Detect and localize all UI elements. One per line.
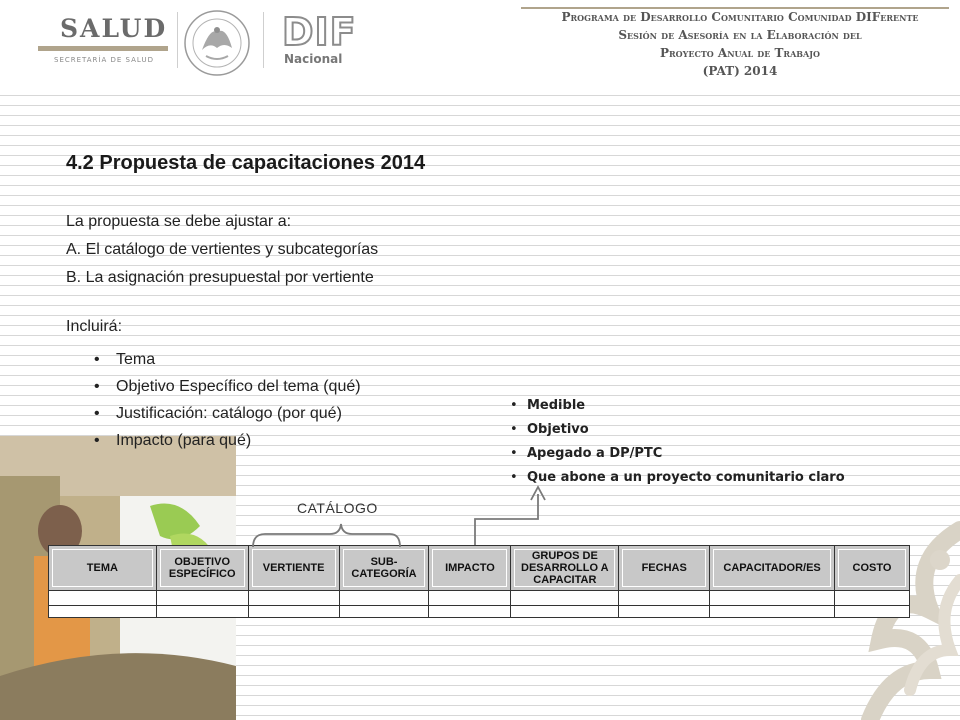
pat-table-grid	[48, 545, 910, 618]
program-title-line: Proyecto Anual de Trabajo	[660, 46, 820, 60]
list-item: • Medible	[510, 394, 845, 418]
column-header: CAPACITADOR/ES	[710, 546, 835, 591]
program-title-line: (PAT) 2014	[702, 64, 778, 78]
catalog-label: CATÁLOGO	[297, 500, 378, 516]
table-cell	[511, 591, 619, 606]
list-item: • Que abone a un proyecto comunitario claro	[510, 466, 845, 490]
table-cell	[835, 591, 910, 606]
table-cell	[429, 606, 511, 618]
table-cell	[49, 591, 157, 606]
table-cell	[835, 606, 910, 618]
mexican-seal-icon	[180, 8, 254, 78]
table-row	[49, 591, 910, 606]
column-header: COSTO	[835, 546, 910, 591]
logo-divider	[177, 12, 178, 68]
column-header: FECHAS	[619, 546, 710, 591]
table-cell	[619, 591, 710, 606]
table-cell	[710, 591, 835, 606]
dif-logo	[278, 10, 357, 70]
salud-logo	[38, 12, 168, 74]
pat-table	[48, 545, 910, 607]
impact-criteria-list	[510, 394, 845, 490]
logo-divider	[263, 12, 264, 68]
table-cell	[619, 606, 710, 618]
header-banner	[0, 0, 960, 84]
table-cell	[49, 606, 157, 618]
column-header: TEMA	[49, 546, 157, 591]
table-cell	[339, 591, 429, 606]
table-cell	[248, 606, 339, 618]
salud-logo-bar	[38, 46, 168, 51]
includes-label: Incluirá:	[66, 318, 123, 335]
list-item: • Justificación: catálogo (por qué)	[94, 400, 361, 427]
program-title-line: Sesión de Asesoría en la Elaboración del	[618, 28, 862, 42]
list-item: • Objetivo	[510, 418, 845, 442]
table-cell	[156, 591, 248, 606]
program-title-line: Programa de Desarrollo Comunitario Comunidad DIFerente	[561, 10, 919, 24]
table-cell	[156, 606, 248, 618]
column-header: SUB-CATEGORÍA	[339, 546, 429, 591]
salud-logo-subtitle: SECRETARÍA DE SALUD	[54, 56, 154, 64]
column-header: VERTIENTE	[248, 546, 339, 591]
salud-logo-text: SALUD	[60, 14, 168, 43]
dif-logo-subtitle: Nacional	[284, 52, 343, 66]
slide-heading: 4.2 Propuesta de capacitaciones 2014	[66, 152, 426, 174]
column-header: IMPACTO	[429, 546, 511, 591]
table-cell	[710, 606, 835, 618]
list-item: • Apegado a DP/PTC	[510, 442, 845, 466]
table-cell	[339, 606, 429, 618]
table-cell	[511, 606, 619, 618]
column-header: OBJETIVO ESPECÍFICO	[156, 546, 248, 591]
intro-line: B. La asignación presupuestal por vertiente	[66, 269, 374, 286]
includes-list	[94, 346, 361, 454]
table-row	[49, 606, 910, 618]
intro-line: A. El catálogo de vertientes y subcategorías	[66, 241, 379, 258]
intro-text	[66, 208, 378, 292]
list-item: • Impacto (para qué)	[94, 427, 361, 454]
table-cell	[248, 591, 339, 606]
program-title	[520, 8, 960, 80]
dif-logo-text: DIF	[282, 10, 357, 54]
intro-line: La propuesta se debe ajustar a:	[66, 213, 292, 230]
list-item: • Objetivo Específico del tema (qué)	[94, 373, 361, 400]
table-header-row	[49, 546, 910, 591]
table-cell	[429, 591, 511, 606]
column-header: GRUPOS DE DESARROLLO A CAPACITAR	[511, 546, 619, 591]
list-item: • Tema	[94, 346, 361, 373]
